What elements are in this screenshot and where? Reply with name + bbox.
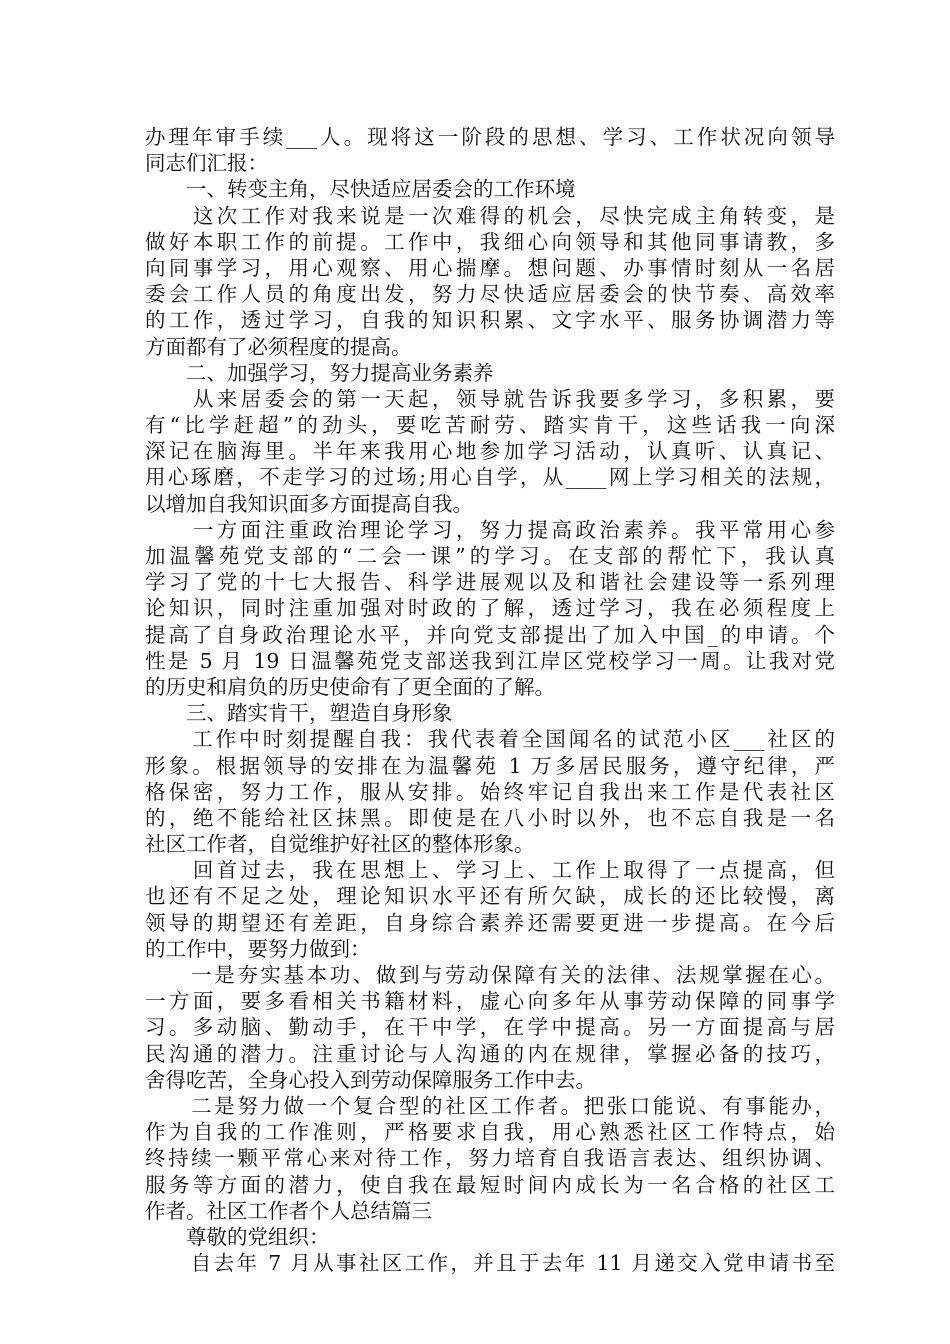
document-line: 社区工作者，自觉维护好社区的整体形象。 [145, 832, 535, 857]
document-line: 格保密，努力工作，服从安排。始终牢记自我出来工作是代表社区 [145, 779, 835, 804]
document-line: 的工作中，要努力做到： [145, 936, 371, 961]
document-line: 学习了党的十七大报告、科学进展观以及和谐社会建设等一系列理 [145, 570, 835, 595]
document-line: 终持续一颗平常心来对待工作，努力培育自我语言表达、组织协调、 [145, 1146, 835, 1171]
document-line: 深记在脑海里。半年来我用心地参加学习活动，认真听、认真记、 [145, 439, 835, 464]
document-line: 一方面注重政治理论学习，努力提高政治素养。我平常用心参 [145, 517, 835, 542]
document-line: 也还有不足之处，理论知识水平还有所欠缺，成长的还比较慢，离 [145, 884, 835, 909]
document-line: 委会工作人员的角度出发，努力尽快适应居委会的快节奏、高效率 [145, 282, 835, 307]
document-line: 形象。根据领导的安排在为温馨苑 1 万多居民服务，遵守纪律，严 [145, 753, 835, 778]
document-line: 向同事学习，用心观察、用心揣摩。想问题、办事情时刻从一名居 [145, 255, 835, 280]
document-line: 以增加自我知识面多方面提高自我。 [145, 491, 473, 516]
document-line: 论知识，同时注重加强对时政的了解，透过学习，我在必须程度上 [145, 596, 835, 621]
document-line: 回首过去，我在思想上、学习上、工作上取得了一点提高，但 [145, 858, 835, 883]
document-line: 民沟通的潜力。注重讨论与人沟通的内在规律，掌握必备的技巧， [145, 1041, 835, 1066]
document-line: 工作中时刻提醒自我：我代表着全国闻名的试范小区___社区的 [145, 727, 835, 752]
document-line: 办理年审手续___人。现将这一阶段的思想、学习、工作状况向领导 [145, 125, 835, 149]
document-line: 尊敬的党组织： [145, 1224, 330, 1249]
document-line: 做好本职工作的前提。工作中，我细心向领导和其他同事请教，多 [145, 229, 835, 254]
document-line: 方面都有了必须程度的提高。 [145, 334, 412, 359]
document-line: 同志们汇报： [145, 151, 268, 176]
document-line: 服务等方面的潜力，使自我在最短时间内成长为一名合格的社区工 [145, 1172, 835, 1197]
document-line: 二、加强学习，努力提高业务素养 [145, 360, 494, 385]
document-body [145, 124, 835, 1276]
document-line: 二是努力做一个复合型的社区工作者。把张口能说、有事能办， [145, 1093, 835, 1118]
document-line: 作者。社区工作者个人总结篇三 [145, 1198, 432, 1223]
document-line: 作为自我的工作准则，严格要求自我，用心熟悉社区工作特点，始 [145, 1120, 835, 1145]
document-line: 的历史和肩负的历史使命有了更全面的了解。 [145, 674, 555, 699]
document-line: 用心琢磨，不走学习的过场;用心自学，从____网上学习相关的法规， [145, 465, 835, 490]
document-line: 三、踏实肯干，塑造自身形象 [145, 701, 453, 726]
document-line: 加温馨苑党支部的“二会一课”的学习。在支部的帮忙下，我认真 [145, 544, 835, 568]
document-line: 自去年 7 月从事社区工作，并且于去年 11 月递交入党申请书至 [145, 1251, 835, 1276]
document-line: 有“比学赶超”的劲头，要吃苦耐劳、踏实肯干，这些话我一向深 [145, 413, 835, 438]
document-line: 一方面，要多看相关书籍材料，虚心向多年从事劳动保障的同事学 [145, 989, 835, 1014]
document-line: 性是 5 月 19 日温馨苑党支部送我到江岸区党校学习一周。让我对党 [145, 648, 835, 673]
document-line: 习。多动脑、勤动手，在干中学，在学中提高。另一方面提高与居 [145, 1015, 835, 1040]
document-line: 领导的期望还有差距，自身综合素养还需要更进一步提高。在今后 [145, 910, 835, 935]
document-line: 的工作，透过学习，自我的知识积累、文字水平、服务协调潜力等 [145, 308, 835, 333]
document-line: 一、转变主角，尽快适应居委会的工作环境 [145, 177, 576, 202]
document-line: 这次工作对我来说是一次难得的机会，尽快完成主角转变，是 [145, 203, 835, 228]
document-line: 从来居委会的第一天起，领导就告诉我要多学习，多积累，要 [145, 386, 835, 411]
document-line: 一是夯实基本功、做到与劳动保障有关的法律、法规掌握在心。 [145, 963, 835, 987]
document-line: 的，绝不能给社区抹黑。即使是在八小时以外，也不忘自我是一名 [145, 805, 835, 830]
document-line: 提高了自身政治理论水平，并向党支部提出了加入中国_的申请。个 [145, 622, 835, 647]
document-line: 舍得吃苦，全身心投入到劳动保障服务工作中去。 [145, 1067, 596, 1092]
